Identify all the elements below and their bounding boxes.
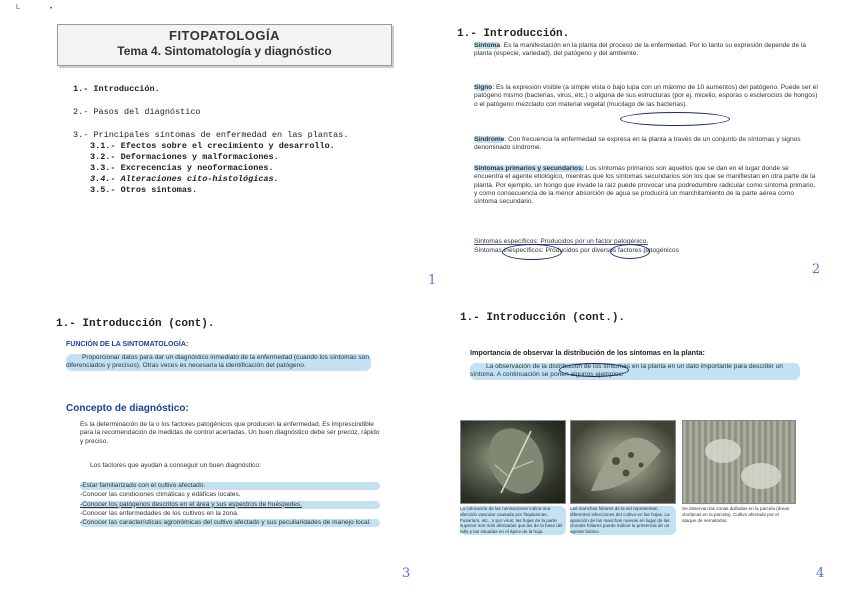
photo-caption: Las manchas foliares de la vid representan diferentes infecciones del cultivo en las hojas. La aparición de las manchas nuevas en lugar de las clorosis foliares puede indicar la presencia de un agente biótico.	[570, 506, 676, 535]
ink-oval	[620, 112, 730, 126]
sindrome-text: : Con frecuencia la enfermedad se expresa en la planta a través de un conjunto de síntomas y signos denominado síndrome.	[474, 136, 801, 152]
toc-item: 3.5.- Otros síntomas.	[90, 185, 198, 195]
term-sindrome: Síndrome	[474, 136, 505, 143]
photo-caption: La coloración de las nerviaciones indica una afección vascular causada por fitoplasmas, Fusarium, etc., o por virus; las hojas de la parte superior son más afectadas que las de la base del tallo y las situadas en el ápice de la hoja.	[460, 506, 566, 535]
toc-item: 3.- Principales síntomas de enfermedad en las plantas.	[73, 130, 349, 140]
slide-3	[0, 300, 424, 599]
slide-1	[0, 0, 437, 300]
signo-text: : Es la expresión visible (a simple vista o bajo lupa con un máximo de 10 aumentos) del patógeno. Puede ser el patógeno mismo (bacterias, virus, etc.) o alguna de sus estructuras (por ej. micelio, esporas o esclerocios de hongos) o el patógeno mezclado con material vegetal (mucilago de las bacterias).	[474, 84, 818, 108]
term-sintoma: Síntoma	[474, 42, 501, 49]
title-box	[57, 24, 392, 66]
slide-4	[424, 300, 848, 599]
factores-list	[80, 482, 380, 527]
ink-oval	[610, 244, 650, 259]
slide-heading: 1.- Introducción (cont).	[56, 318, 215, 330]
paragraph-signo	[474, 84, 819, 109]
list-item: -Estar familiarizado con el cultivo afectado.	[80, 482, 380, 490]
term-primarios: Síntomas primarios y secundarios:	[474, 165, 584, 172]
page-number: 4	[816, 566, 825, 581]
page-number: 3	[402, 566, 411, 581]
field-icon	[683, 421, 795, 503]
ink-oval	[502, 244, 562, 260]
inespecificos-line: Síntomas inespecíficos: Producidos por diversos factores patogénicos	[474, 247, 679, 254]
toc-item: 1.- Introducción.	[73, 84, 160, 94]
concepto-title: Concepto de diagnóstico:	[66, 403, 189, 414]
list-item: -Conocer las características agronómicas del cultivo afectado y sus peculiaridades de manejo local.	[80, 519, 380, 527]
slide-subtitle: Tema 4. Sintomatología y diagnóstico	[117, 44, 332, 58]
page-number: 2	[812, 262, 821, 277]
slide-title: FITOPATOLOGÍA	[169, 28, 280, 43]
paragraph-sintoma	[474, 42, 819, 59]
toc-item: 3.3.- Excrecencias y neoformaciones.	[90, 163, 274, 173]
toc-item: 3.2.- Deformaciones y malformaciones.	[90, 152, 279, 162]
leaf-icon	[461, 421, 565, 503]
term-signo: Signo	[474, 84, 493, 91]
especificos-line: Síntomas específicos: Producidos por un factor patogénico.	[474, 238, 649, 245]
list-item: -Conocer las enfermedades de los cultivos en la zona.	[80, 509, 239, 517]
corner-mark-left: L	[16, 4, 20, 11]
sintoma-text: : Es la manifestación en la planta del proceso de la enfermedad. Por lo tanto su expresión depende de la planta (especie, variedad), del patógeno y del ambiente.	[474, 42, 807, 58]
slide-2	[424, 0, 848, 300]
slide-heading: 1.- Introducción.	[457, 28, 570, 40]
funcion-text: Proporcionar datos para dar un diagnóstico inmediato de la enfermedad (cuando los síntomas son diferenciados y precisos). Otras veces es necesaria la identificación del patógeno.	[66, 354, 370, 370]
toc-item: 2.- Pasos del diagnóstico	[73, 107, 201, 117]
primarios-text: Los síntomas primarios son aquellos que se dan en el lugar donde se encuentra el agente etiológico, mientras que los síntomas secundarios son los que se manifiestan en otra parte de la planta. Por ejemplo, un hongo que invade la raíz puede provocar una podredumbre radicular como síntoma primario, y como consecuencia de la menor absorción de agua se producirá un marchitamiento de la parte aérea como síntoma secundario.	[474, 165, 816, 206]
toc-item: 3.1.- Efectos sobre el crecimiento y desarrollo.	[90, 141, 335, 151]
list-item: -Conocer los patógenos descritos en el área y sus espectros de huéspedes.	[80, 501, 380, 509]
importancia-title: Importancia de observar la distribución de los síntomas en la planta:	[470, 348, 705, 357]
toc-item: 3.4.- Alteraciones cito-histológicas.	[90, 174, 279, 184]
photo-field-patches	[682, 420, 796, 504]
photo-leaf-spots	[570, 420, 676, 504]
leaf-spots-icon	[571, 421, 675, 503]
paragraph-primarios	[474, 165, 819, 206]
importancia-text: La observación de la distribución de los síntomas en la planta en un dato importante para describir un síntoma. A continuación se ponen algunos ejemplos:	[470, 363, 800, 380]
ink-oval	[559, 363, 629, 377]
photo-caption: Se observan las zonas dañadas en la parcela (áreas cloróticas en la parcela). Cultivo afectado por el ataque de nematodos.	[682, 506, 790, 523]
corner-mark-mid: •	[50, 6, 53, 12]
list-item: -Conocer las condiciones climáticas y edáficas locales.	[80, 491, 241, 499]
funcion-title: FUNCIÓN DE LA SINTOMATOLOGÍA:	[66, 341, 189, 348]
factores-intro: Los factores que ayudan a conseguir un buen diagnóstico:	[90, 462, 261, 469]
paragraph-sindrome	[474, 136, 819, 153]
concepto-text: Es la determinación de la o los factores patogénicos que producen la enfermedad. Es imprescindible para la recomendación de medidas de control acertadas. Un buen diagnóstico debe ser precoz, rápido y preciso.	[80, 421, 380, 445]
page-number: 1	[428, 273, 437, 288]
table-of-contents	[73, 84, 403, 196]
photo-leaf-veins	[460, 420, 566, 504]
slide-heading: 1.- Introducción (cont.).	[460, 312, 626, 324]
